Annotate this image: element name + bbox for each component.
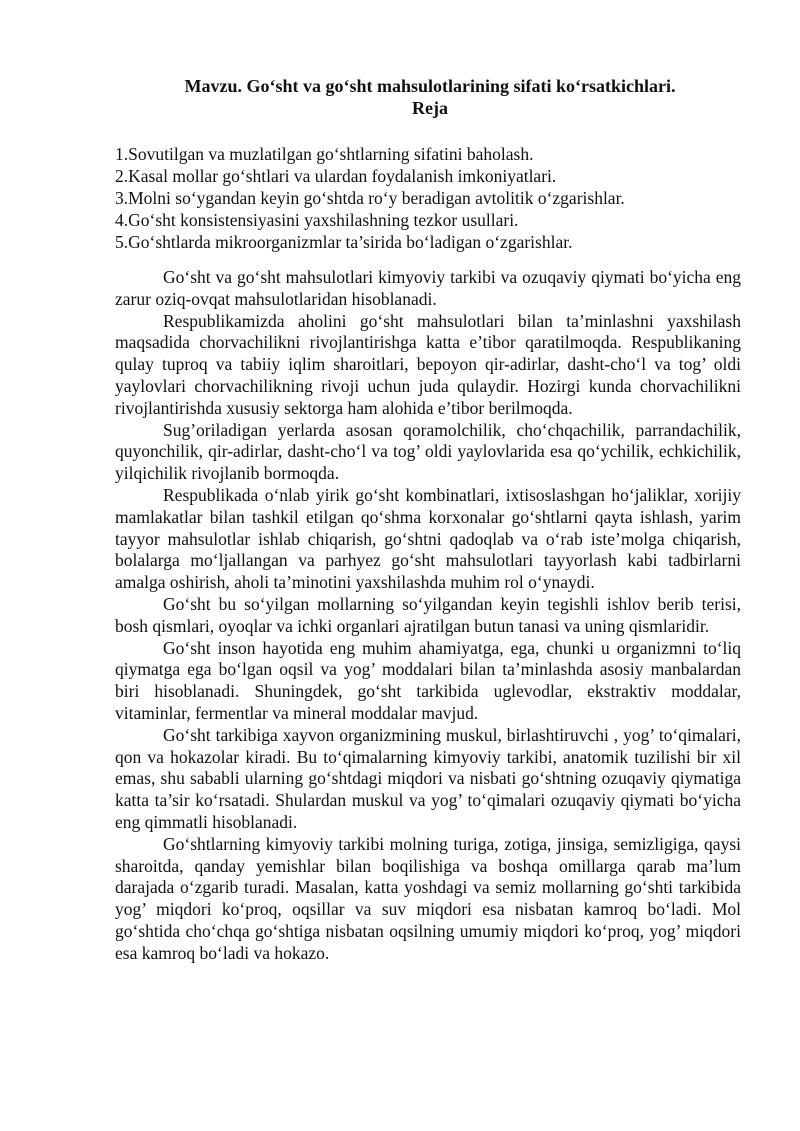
plan-item: 3.Molni so‘ygandan keyin go‘shtda ro‘y beradigan avtolitik o‘zgarishlar. <box>115 188 625 208</box>
paragraph: Go‘sht bu so‘yilgan mollarning so‘yilgandan keyin tegishli ishlov berib terisi, bosh qismlari, oyoqlar va ichki organlari ajratilgan butun tanasi va uning qismlaridir. <box>115 593 741 636</box>
plan-item: 4.Go‘sht konsistensiyasini yaxshilashning tezkor usullari. <box>115 210 519 230</box>
paragraph: Go‘sht va go‘sht mahsulotlari kimyoviy tarkibi va ozuqaviy qiymati bo‘yicha eng zarur oziq-ovqat mahsulotlaridan hisoblanadi. <box>115 267 741 309</box>
plan-item: 2.Kasal mollar go‘shtlari va ulardan foydalanish imkoniyatlari. <box>115 166 557 186</box>
title-block <box>110 75 750 119</box>
paragraph: Respublikamizda aholini go‘sht mahsulotlari bilan ta’minlashni yaxshilash maqsadida chorvachilikni rivojlantirishga katta e’tibor qaratilmoqda. Respublikaning qulay tuproq va tabiiy iqlim sharoitlari, bepoyon qir-adirlar, dasht-cho‘l va tog’ oldi yaylovlari chorvachilikning rivoji uchun juda qulaydir. Hozirgi kunda chorvachilikni rivojlantirishda xususiy sektorga ham alohida e’tibor berilmoqda. <box>115 310 741 418</box>
paragraph: Go‘sht tarkibiga xayvon organizmining muskul, birlashtiruvchi , yog’ to‘qimalari, qon va hokazolar kiradi. Bu to‘qimalarning kimyoviy tarkibi, anatomik tuzilishi bir xil emas, shu sababli ularning go‘shtdagi miqdori va nisbati go‘shtning ozuqaviy qiymatiga katta ta’sir ko‘rsatadi. Shulardan muskul va yog’ to‘qimalari ozuqaviy qiymati bo‘yicha eng qimmatli hisoblanadi. <box>115 724 741 832</box>
plan-item: 1.Sovutilgan va muzlatilgan go‘shtlarning sifatini baholash. <box>115 144 534 164</box>
paragraph: Sug’oriladigan yerlarda asosan qoramolchilik, cho‘chqachilik, parrandachilik, quyonchilik, qir-adirlar, dasht-cho‘l va tog’ oldi yaylovlarida esa qo‘ychilik, echkichilik, yilqichilik rivojlanib bormoqda. <box>115 419 741 484</box>
paragraph: Go‘sht inson hayotida eng muhim ahamiyatga, ega, chunki u organizmni to‘liq qiymatga ega bo‘lgan oqsil va yog’ moddalari bilan ta’minlashda asosiy manbalardan biri hisoblanadi. Shuningdek, go‘sht tarkibida uglevodlar, ekstraktiv moddalar, vitaminlar, fermentlar va mineral moddalar mavjud. <box>115 637 741 723</box>
document-subtitle: Reja <box>412 98 448 118</box>
plan-item: 5.Go‘shtlarda mikroorganizmlar ta’sirida bo‘ladigan o‘zgarishlar. <box>115 232 573 252</box>
paragraph: Respublikada o‘nlab yirik go‘sht kombinatlari, ixtisoslashgan ho‘jaliklar, xorijiy mamlakatlar bilan tashkil etilgan qo‘shma korxonalar go‘shtlarni qayta ishlash, yarim tayyor mahsulotlar ishlab chiqarish, go‘shtni qadoqlab va o‘rab iste’molga chiqarish, bolalarga mo‘ljallangan va parhyez go‘sht mahsulotlari tayyorlash kabi tadbirlarni amalga oshirish, aholi ta’minotini yaxshilashda muhim rol o‘ynaydi. <box>115 484 741 593</box>
plan-list <box>115 143 755 253</box>
body-text <box>115 267 741 965</box>
document-title: Mavzu. Go‘sht va go‘sht mahsulotlarining sifati ko‘rsatkichlari. <box>184 76 676 96</box>
paragraph: Go‘shtlarning kimyoviy tarkibi molning turiga, zotiga, jinsiga, semizligiga, qaysi sharoitda, qanday yemishlar bilan boqilishiga va boshqa omillarga qarab ma’lum darajada o‘zgarib turadi. Masalan, katta yoshdagi va semiz mollarning go‘shti tarkibida yog’ miqdori ko‘proq, oqsillar va suv miqdori esa nisbatan kamroq bo‘ladi. Mol go‘shtida cho‘chqa go‘shtiga nisbatan oqsilning umumiy miqdori ko‘proq, yog’ miqdori esa kamroq bo‘ladi va hokazo. <box>115 833 741 963</box>
